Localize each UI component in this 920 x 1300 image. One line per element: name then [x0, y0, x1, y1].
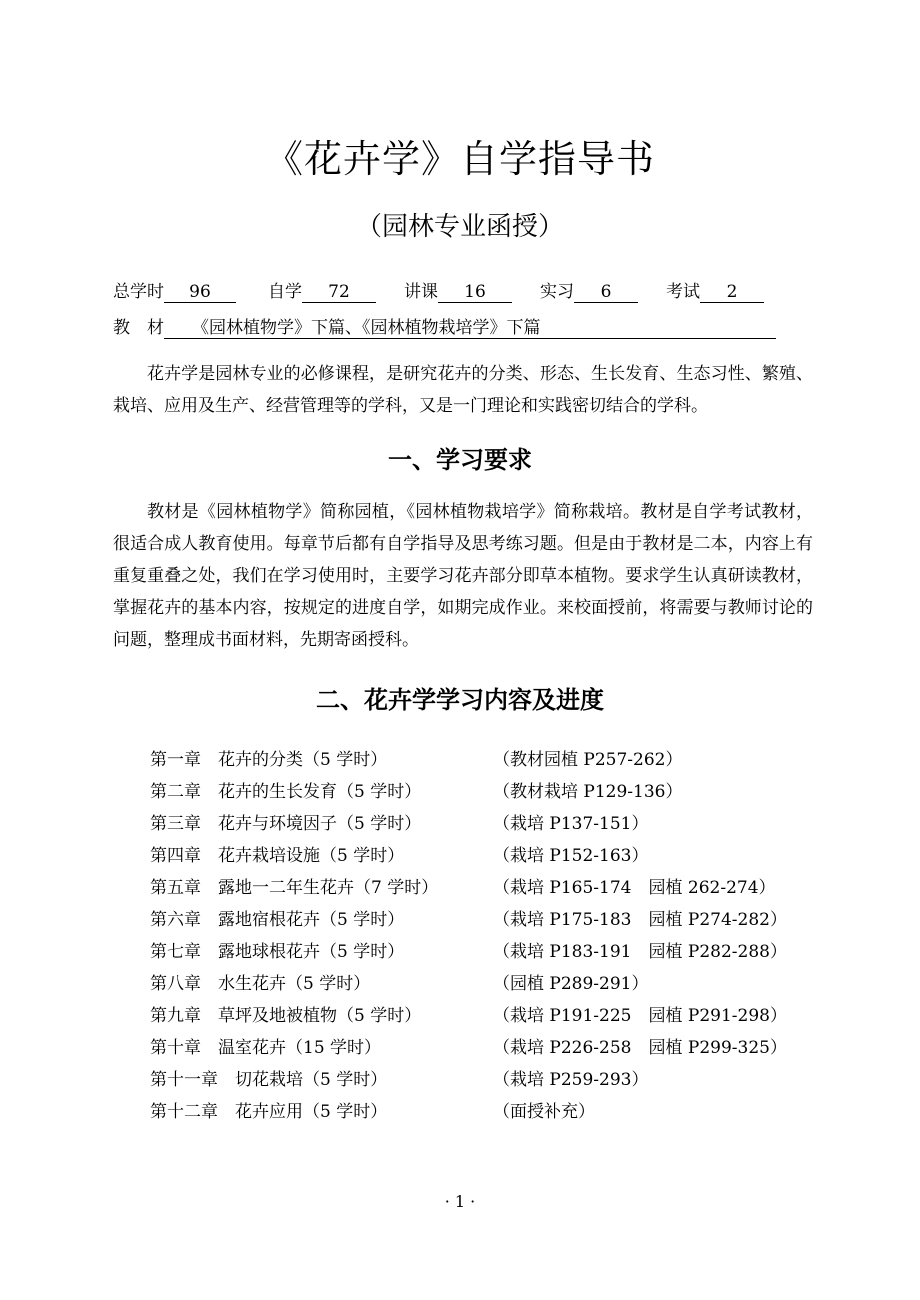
- chapter-reference: （栽培 P165-174 园植 262-274）: [493, 878, 776, 898]
- chapter-reference: （栽培 P183-191 园植 P282-288）: [493, 942, 787, 962]
- chapter-reference: （栽培 P152-163）: [493, 846, 649, 866]
- section1-heading: 一、学习要求: [388, 446, 532, 474]
- chapter-title: 第十二章 花卉应用（5 学时）: [150, 1102, 388, 1122]
- chapter-title: 第六章 露地宿根花卉（5 学时）: [150, 910, 405, 930]
- chapter-title: 第八章 水生花卉（5 学时）: [150, 974, 371, 994]
- self-study-label: 自学: [268, 282, 302, 302]
- section2-heading: 二、花卉学学习内容及进度: [316, 686, 604, 714]
- total-hours-value: 96: [164, 282, 236, 303]
- chapter-title: 第九章 草坪及地被植物（5 学时）: [150, 1006, 422, 1026]
- exam-label: 考试: [666, 282, 700, 302]
- document-subtitle: （园林专业函授）: [355, 212, 564, 242]
- hours-line: [113, 277, 764, 303]
- chapter-reference: （教材园植 P257-262）: [493, 750, 683, 770]
- lecture-label: 讲课: [404, 282, 438, 302]
- chapter-reference: （教材栽培 P129-136）: [493, 782, 683, 802]
- self-study-value: 72: [302, 282, 376, 303]
- chapter-title: 第二章 花卉的生长发育（5 学时）: [150, 782, 422, 802]
- chapter-reference: （栽培 P259-293）: [493, 1070, 649, 1090]
- page-number: · 1 ·: [444, 1192, 476, 1211]
- section1-paragraph: 教材是《园林植物学》简称园植，《园林植物栽培学》简称栽培。教材是自学考试教材，很适合成人教育使用。每章节后都有自学指导及思考练习题。但是由于教材是二本，内容上有重复重叠之处，我们在学习使用时，主要学习花卉部分即草本植物。要求学生认真研读教材，掌握花卉的基本内容，按规定的进度自学，如期完成作业。来校面授前，将需要与教师讨论的问题，整理成书面材料，先期寄函授科。: [113, 502, 813, 650]
- chapter-reference: （园植 P289-291）: [493, 974, 649, 994]
- lecture-value: 16: [438, 282, 512, 303]
- chapter-title: 第十一章 切花栽培（5 学时）: [150, 1070, 388, 1090]
- chapter-reference: （面授补充）: [493, 1102, 595, 1122]
- chapter-title: 第三章 花卉与环境因子（5 学时）: [150, 814, 422, 834]
- chapter-reference: （栽培 P226-258 园植 P299-325）: [493, 1038, 787, 1058]
- textbook-label: 教 材: [113, 318, 164, 338]
- textbook-value: 《园林植物学》下篇、《园林植物栽培学》下篇: [164, 318, 776, 339]
- chapter-title: 第四章 花卉栽培设施（5 学时）: [150, 846, 405, 866]
- chapter-title: 第七章 露地球根花卉（5 学时）: [150, 942, 405, 962]
- practice-label: 实习: [540, 282, 574, 302]
- total-hours-label: 总学时: [113, 282, 164, 302]
- chapter-reference: （栽培 P191-225 园植 P291-298）: [493, 1006, 787, 1026]
- textbook-line: [113, 313, 776, 339]
- chapter-reference: （栽培 P175-183 园植 P274-282）: [493, 910, 787, 930]
- document-title: 《花卉学》自学指导书: [264, 137, 655, 181]
- practice-value: 6: [574, 282, 638, 303]
- chapter-reference: （栽培 P137-151）: [493, 814, 649, 834]
- chapter-title: 第五章 露地一二年生花卉（7 学时）: [150, 878, 439, 898]
- chapter-title: 第十章 温室花卉（15 学时）: [150, 1038, 382, 1058]
- intro-paragraph: 花卉学是园林专业的必修课程，是研究花卉的分类、形态、生长发育、生态习性、繁殖、栽培、应用及生产、经营管理等的学科，又是一门理论和实践密切结合的学科。: [113, 364, 813, 416]
- chapter-title: 第一章 花卉的分类（5 学时）: [150, 750, 388, 770]
- exam-value: 2: [700, 282, 764, 303]
